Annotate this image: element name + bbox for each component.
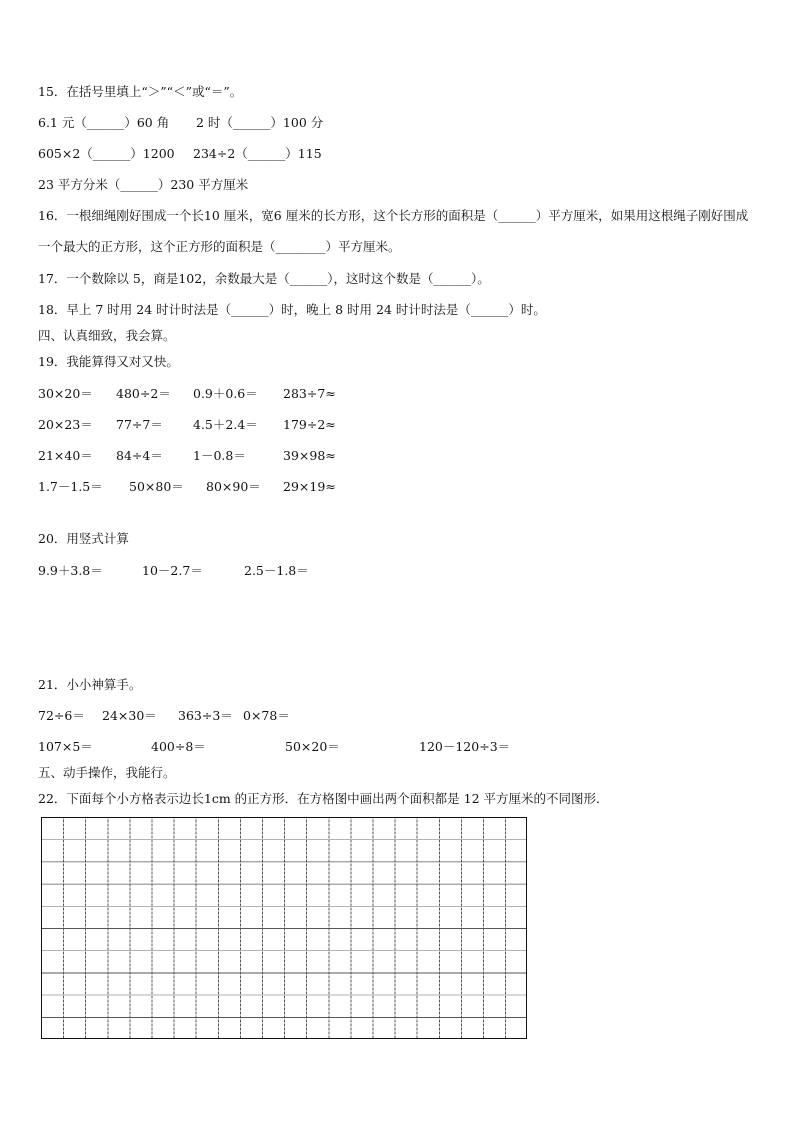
q20-title: 20．用竖式计算: [38, 531, 129, 546]
q20-item: 10－2.7＝: [142, 563, 203, 578]
section-4-heading: 四、认真细致，我会算。: [38, 328, 176, 343]
q17-text: 17．一个数除以 5，商是102，余数最大是（______），这时这个数是（______）。: [38, 271, 490, 286]
q15-item: 2 时（______）100 分: [196, 115, 324, 130]
q16-text: 16．一根细绳刚好围成一个长10 厘米，宽6 厘米的长方形，这个长方形的面积是（______）平方厘米，如果用这根绳子刚好围成一个最大的正方形，这个正方形的面积是（________）平方厘米。: [38, 208, 749, 254]
q19-item: 20×23＝: [38, 417, 93, 432]
q19-title: 19．我能算得又对又快。: [38, 354, 179, 369]
q19-item: 39×98≈: [283, 448, 336, 463]
q21-title: 21．小小神算手。: [38, 677, 142, 692]
q19-item: 50×80＝: [129, 479, 184, 494]
q19-item: 283÷7≈: [283, 386, 336, 401]
q21-row: [38, 739, 510, 755]
q21-item: 400÷8＝: [151, 739, 206, 754]
q19-item: 84÷4＝: [116, 448, 163, 463]
q15-item: 605×2（______）1200: [38, 146, 175, 161]
q20-item: 9.9＋3.8＝: [38, 563, 103, 578]
q21-item: 120－120÷3＝: [419, 739, 511, 754]
q19-row: [38, 386, 336, 402]
square-grid[interactable]: [41, 817, 527, 1039]
q21-item: 0×78＝: [243, 708, 290, 723]
q21-item: 24×30＝: [102, 708, 157, 723]
q21-item: 107×5＝: [38, 739, 93, 754]
q19-item: 30×20＝: [38, 386, 93, 401]
q19-item: 480÷2＝: [116, 386, 171, 401]
q19-item: 80×90＝: [206, 479, 261, 494]
q19-item: 179÷2≈: [283, 417, 336, 432]
q15-row-2: [38, 146, 322, 162]
q21-item: 50×20＝: [285, 739, 340, 754]
q15-row-1: [38, 115, 323, 131]
q19-row: [38, 417, 336, 433]
q15-row-3: 23 平方分米（______）230 平方厘米: [38, 177, 249, 192]
q15-item: 234÷2（______）115: [193, 146, 322, 161]
q19-item: 21×40＝: [38, 448, 93, 463]
q15-item: 6.1 元（______）60 角: [38, 115, 170, 130]
section-5-heading: 五、动手操作，我能行。: [38, 765, 176, 780]
q19-item: 4.5＋2.4＝: [193, 417, 258, 432]
q15-title: 15．在括号里填上“＞”“＜”或“＝”。: [38, 84, 243, 99]
q20-item: 2.5－1.8＝: [244, 563, 309, 578]
q21-item: 363÷3＝: [178, 708, 233, 723]
q19-row: [38, 479, 336, 495]
q19-item: 1.7－1.5＝: [38, 479, 103, 494]
q19-row: [38, 448, 336, 464]
q18-text: 18．早上 7 时用 24 时计时法是（______）时，晚上 8 时用 24 时计时法是（______）时。: [38, 302, 546, 317]
q22-text: 22．下面每个小方格表示边长1cm 的正方形．在方格图中画出两个面积都是 12 平方厘米的不同图形．: [38, 791, 609, 806]
q20-row: [38, 563, 309, 579]
q19-item: 1－0.8＝: [193, 448, 246, 463]
q19-item: 77÷7＝: [116, 417, 163, 432]
q21-row: [38, 708, 290, 724]
q21-item: 72÷6＝: [38, 708, 85, 723]
q19-item: 29×19≈: [283, 479, 336, 494]
q19-item: 0.9＋0.6＝: [193, 386, 258, 401]
